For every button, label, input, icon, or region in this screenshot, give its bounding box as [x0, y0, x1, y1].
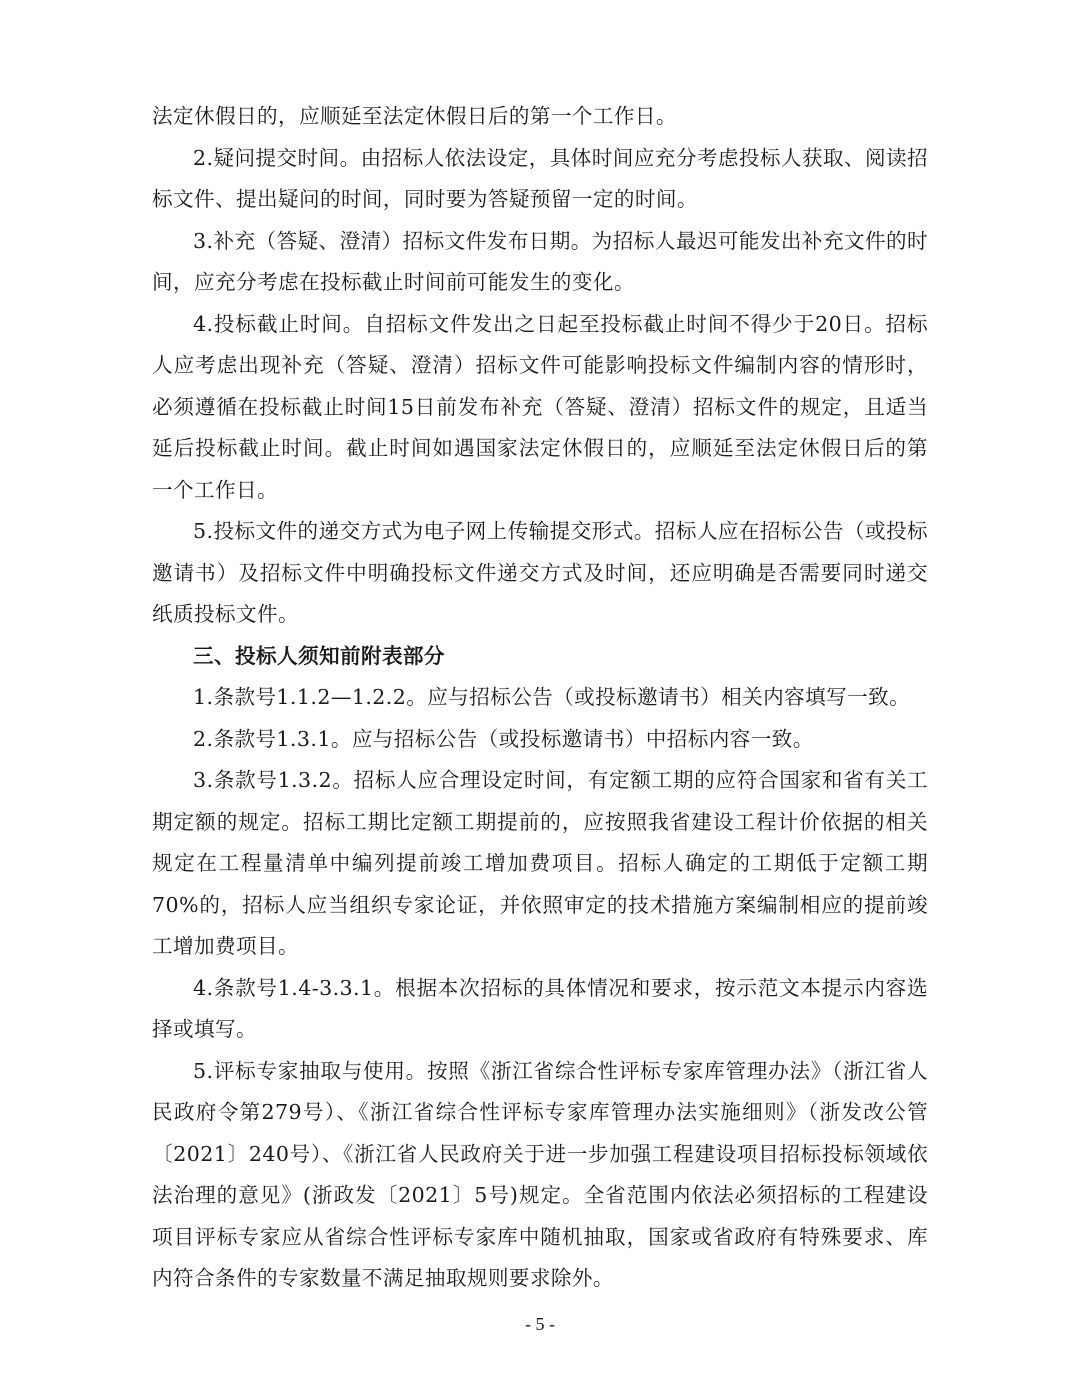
paragraph-bid-deadline: 4.投标截止时间。自招标文件发出之日起至投标截止时间不得少于20日。招标人应考虑出现补充（答疑、澄清）招标文件可能影响投标文件编制内容的情形时，必须遵循在投标截止时间15日前发布补充（答疑、澄清）招标文件的规定，且适当延后投标截止时间。截止时间如遇国家法定休假日的，应顺延至法定休假日后的第一个工作日。 — [152, 311, 928, 502]
paragraph-continuation: 法定休假日的，应顺延至法定休假日后的第一个工作日。 — [152, 104, 677, 128]
page-number: - 5 - — [525, 1314, 555, 1334]
paragraph-submission-method: 5.投标文件的递交方式为电子网上传输提交形式。招标人应在招标公告（或投标邀请书）及招标文件中明确投标文件递交方式及时间，还应明确是否需要同时递交纸质投标文件。 — [152, 519, 928, 626]
paragraph-clause-1: 1.条款号1.1.2—1.2.2。应与招标公告（或投标邀请书）相关内容填写一致。 — [193, 685, 911, 709]
paragraph-supplement-date: 3.补充（答疑、澄清）招标文件发布日期。为招标人最迟可能发出补充文件的时间，应充分考虑在投标截止时间前可能发生的变化。 — [152, 228, 928, 294]
paragraph-clause-4: 4.条款号1.4-3.3.1。根据本次招标的具体情况和要求，按示范文本提示内容选择或填写。 — [152, 975, 928, 1041]
document-body — [152, 96, 928, 1300]
paragraph-question-submission: 2.疑问提交时间。由招标人依法设定，具体时间应充分考虑投标人获取、阅读招标文件、提出疑问的时间，同时要为答疑预留一定的时间。 — [152, 145, 928, 211]
section-heading: 三、投标人须知前附表部分 — [193, 643, 445, 668]
paragraph-clause-2: 2.条款号1.3.1。应与招标公告（或投标邀请书）中招标内容一致。 — [193, 726, 814, 751]
paragraph-clause-3: 3.条款号1.3.2。招标人应合理设定时间，有定额工期的应符合国家和省有关工期定额的规定。招标工期比定额工期提前的，应按照我省建设工程计价依据的相关规定在工程量清单中编列提前竣工增加费项目。招标人确定的工期低于定额工期70%的，招标人应当组织专家论证，并依照审定的技术措施方案编制相应的提前竣工增加费项目。 — [152, 768, 928, 958]
paragraph-clause-5: 5.评标专家抽取与使用。按照《浙江省综合性评标专家库管理办法》（浙江省人民政府令第279号）、《浙江省综合性评标专家库管理办法实施细则》（浙发改公管〔2021〕240号）、《浙江省人民政府关于进一步加强工程建设项目招标投标领域依法治理的意见》(浙政发〔2021〕5号)规定。全省范围内依法必须招标的工程建设项目评标专家应从省综合性评标专家库中随机抽取，国家或省政府有特殊要求、库内符合条件的专家数量不满足抽取规则要求除外。 — [152, 1058, 928, 1290]
